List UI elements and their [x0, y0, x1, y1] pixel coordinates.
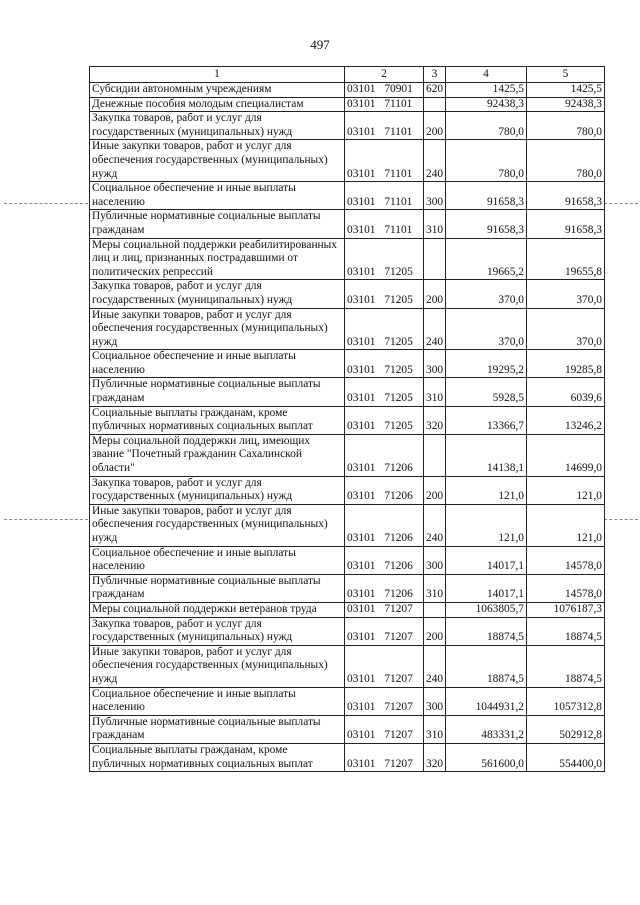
value-col5-cell: 554400,0 [527, 743, 605, 771]
expense-type-cell: 200 [424, 617, 446, 645]
table-row [90, 406, 605, 434]
table-row [90, 308, 605, 350]
table-row [90, 182, 605, 210]
value-col4-cell: 780,0 [446, 112, 527, 140]
value-col4-cell: 5928,5 [446, 378, 527, 406]
header-cell-4: 4 [446, 67, 527, 83]
expense-type-cell: 300 [424, 182, 446, 210]
name-cell: Закупка товаров, работ и услуг для государственных (муниципальных) нужд [90, 280, 345, 308]
code-cell: 03101 71207 [345, 743, 424, 771]
table-row [90, 350, 605, 378]
table-row [90, 112, 605, 140]
name-cell: Меры социальной поддержки ветеранов труда [90, 602, 345, 617]
code-cell: 03101 71101 [345, 112, 424, 140]
value-col4-cell: 14017,1 [446, 574, 527, 602]
expense-type-cell: 200 [424, 476, 446, 504]
name-cell: Закупка товаров, работ и услуг для государственных (муниципальных) нужд [90, 617, 345, 645]
expense-type-cell [424, 602, 446, 617]
value-col4-cell: 91658,3 [446, 210, 527, 238]
name-cell: Публичные нормативные социальные выплаты гражданам [90, 378, 345, 406]
value-col4-cell: 14017,1 [446, 546, 527, 574]
table-row [90, 645, 605, 687]
scan-artifact-line [604, 203, 638, 204]
value-col4-cell: 19295,2 [446, 350, 527, 378]
code-cell: 03101 71205 [345, 308, 424, 350]
table-body [90, 83, 605, 772]
value-col5-cell: 92438,3 [527, 97, 605, 112]
value-col4-cell: 19665,2 [446, 238, 527, 280]
code-cell: 03101 71205 [345, 378, 424, 406]
table-row [90, 687, 605, 715]
value-col5-cell: 14578,0 [527, 546, 605, 574]
value-col5-cell: 370,0 [527, 308, 605, 350]
name-cell: Меры социальной поддержки лиц, имеющих звание "Почетный гражданин Сахалинской области" [90, 434, 345, 476]
code-cell: 03101 71207 [345, 715, 424, 743]
expense-type-cell: 310 [424, 715, 446, 743]
value-col4-cell: 121,0 [446, 504, 527, 546]
table-row [90, 574, 605, 602]
value-col5-cell: 780,0 [527, 112, 605, 140]
expense-type-cell [424, 434, 446, 476]
code-cell: 03101 71207 [345, 645, 424, 687]
code-cell: 03101 71206 [345, 504, 424, 546]
expense-type-cell [424, 97, 446, 112]
expense-type-cell: 310 [424, 378, 446, 406]
name-cell: Иные закупки товаров, работ и услуг для обеспечения государственных (муниципальных) нужд [90, 140, 345, 182]
expense-type-cell: 300 [424, 546, 446, 574]
name-cell: Социальное обеспечение и иные выплаты населению [90, 182, 345, 210]
table-row [90, 210, 605, 238]
name-cell: Социальное обеспечение и иные выплаты населению [90, 350, 345, 378]
table-row [90, 602, 605, 617]
table-row [90, 743, 605, 771]
value-col5-cell: 502912,8 [527, 715, 605, 743]
code-cell: 03101 71206 [345, 546, 424, 574]
table-row [90, 617, 605, 645]
value-col4-cell: 14138,1 [446, 434, 527, 476]
name-cell: Субсидии автономным учреждениям [90, 83, 345, 98]
value-col5-cell: 370,0 [527, 280, 605, 308]
name-cell: Меры социальной поддержки реабилитированных лиц и лиц, признанных пострадавшими от политических репрессий [90, 238, 345, 280]
name-cell: Иные закупки товаров, работ и услуг для обеспечения государственных (муниципальных) нужд [90, 308, 345, 350]
code-cell: 03101 71205 [345, 350, 424, 378]
code-cell: 03101 71206 [345, 574, 424, 602]
name-cell: Денежные пособия молодым специалистам [90, 97, 345, 112]
scan-artifact-line [604, 519, 638, 520]
name-cell: Социальное обеспечение и иные выплаты населению [90, 687, 345, 715]
value-col4-cell: 91658,3 [446, 182, 527, 210]
scan-artifact-line [4, 203, 88, 204]
value-col4-cell: 18874,5 [446, 617, 527, 645]
value-col5-cell: 14578,0 [527, 574, 605, 602]
table-row [90, 378, 605, 406]
code-cell: 03101 71205 [345, 238, 424, 280]
value-col5-cell: 13246,2 [527, 406, 605, 434]
table-row [90, 476, 605, 504]
header-cell-1: 1 [90, 67, 345, 83]
value-col4-cell: 1063805,7 [446, 602, 527, 617]
budget-table [89, 66, 605, 772]
table-row [90, 434, 605, 476]
value-col5-cell: 6039,6 [527, 378, 605, 406]
name-cell: Иные закупки товаров, работ и услуг для обеспечения государственных (муниципальных) нужд [90, 645, 345, 687]
code-cell: 03101 71207 [345, 687, 424, 715]
value-col5-cell: 1425,5 [527, 83, 605, 98]
value-col5-cell: 19285,8 [527, 350, 605, 378]
value-col4-cell: 92438,3 [446, 97, 527, 112]
code-cell: 03101 71101 [345, 182, 424, 210]
name-cell: Закупка товаров, работ и услуг для государственных (муниципальных) нужд [90, 112, 345, 140]
value-col5-cell: 121,0 [527, 504, 605, 546]
name-cell: Публичные нормативные социальные выплаты гражданам [90, 210, 345, 238]
table-row [90, 546, 605, 574]
name-cell: Социальные выплаты гражданам, кроме публичных нормативных социальных выплат [90, 406, 345, 434]
value-col5-cell: 91658,3 [527, 182, 605, 210]
table-row [90, 140, 605, 182]
code-cell: 03101 71207 [345, 602, 424, 617]
code-cell: 03101 70901 [345, 83, 424, 98]
value-col4-cell: 561600,0 [446, 743, 527, 771]
value-col4-cell: 370,0 [446, 308, 527, 350]
value-col4-cell: 483331,2 [446, 715, 527, 743]
name-cell: Публичные нормативные социальные выплаты гражданам [90, 715, 345, 743]
table-row [90, 83, 605, 98]
code-cell: 03101 71206 [345, 476, 424, 504]
code-cell: 03101 71206 [345, 434, 424, 476]
value-col5-cell: 121,0 [527, 476, 605, 504]
header-cell-3: 3 [424, 67, 446, 83]
value-col4-cell: 121,0 [446, 476, 527, 504]
code-cell: 03101 71101 [345, 140, 424, 182]
expense-type-cell [424, 238, 446, 280]
expense-type-cell: 310 [424, 574, 446, 602]
expense-type-cell: 200 [424, 280, 446, 308]
expense-type-cell: 300 [424, 350, 446, 378]
name-cell: Публичные нормативные социальные выплаты гражданам [90, 574, 345, 602]
value-col5-cell: 19655,8 [527, 238, 605, 280]
code-cell: 03101 71205 [345, 280, 424, 308]
value-col4-cell: 18874,5 [446, 645, 527, 687]
expense-type-cell: 320 [424, 743, 446, 771]
value-col5-cell: 91658,3 [527, 210, 605, 238]
value-col4-cell: 1425,5 [446, 83, 527, 98]
code-cell: 03101 71205 [345, 406, 424, 434]
page-number: 497 [310, 37, 330, 52]
expense-type-cell: 620 [424, 83, 446, 98]
expense-type-cell: 240 [424, 308, 446, 350]
value-col5-cell: 18874,5 [527, 645, 605, 687]
expense-type-cell: 240 [424, 504, 446, 546]
expense-type-cell: 300 [424, 687, 446, 715]
value-col5-cell: 1057312,8 [527, 687, 605, 715]
expense-type-cell: 320 [424, 406, 446, 434]
table-row [90, 97, 605, 112]
value-col4-cell: 780,0 [446, 140, 527, 182]
value-col5-cell: 18874,5 [527, 617, 605, 645]
value-col4-cell: 1044931,2 [446, 687, 527, 715]
name-cell: Закупка товаров, работ и услуг для государственных (муниципальных) нужд [90, 476, 345, 504]
table-row [90, 280, 605, 308]
value-col4-cell: 370,0 [446, 280, 527, 308]
header-row [90, 67, 605, 83]
code-cell: 03101 71207 [345, 617, 424, 645]
header-cell-5: 5 [527, 67, 605, 83]
name-cell: Социальное обеспечение и иные выплаты населению [90, 546, 345, 574]
value-col5-cell: 780,0 [527, 140, 605, 182]
table-row [90, 504, 605, 546]
expense-type-cell: 240 [424, 645, 446, 687]
code-cell: 03101 71101 [345, 97, 424, 112]
value-col5-cell: 1076187,3 [527, 602, 605, 617]
name-cell: Социальные выплаты гражданам, кроме публичных нормативных социальных выплат [90, 743, 345, 771]
header-cell-2: 2 [345, 67, 424, 83]
name-cell: Иные закупки товаров, работ и услуг для обеспечения государственных (муниципальных) нужд [90, 504, 345, 546]
expense-type-cell: 310 [424, 210, 446, 238]
value-col5-cell: 14699,0 [527, 434, 605, 476]
scan-artifact-line [4, 519, 88, 520]
expense-type-cell: 200 [424, 112, 446, 140]
value-col4-cell: 13366,7 [446, 406, 527, 434]
table-row [90, 238, 605, 280]
expense-type-cell: 240 [424, 140, 446, 182]
table-row [90, 715, 605, 743]
code-cell: 03101 71101 [345, 210, 424, 238]
